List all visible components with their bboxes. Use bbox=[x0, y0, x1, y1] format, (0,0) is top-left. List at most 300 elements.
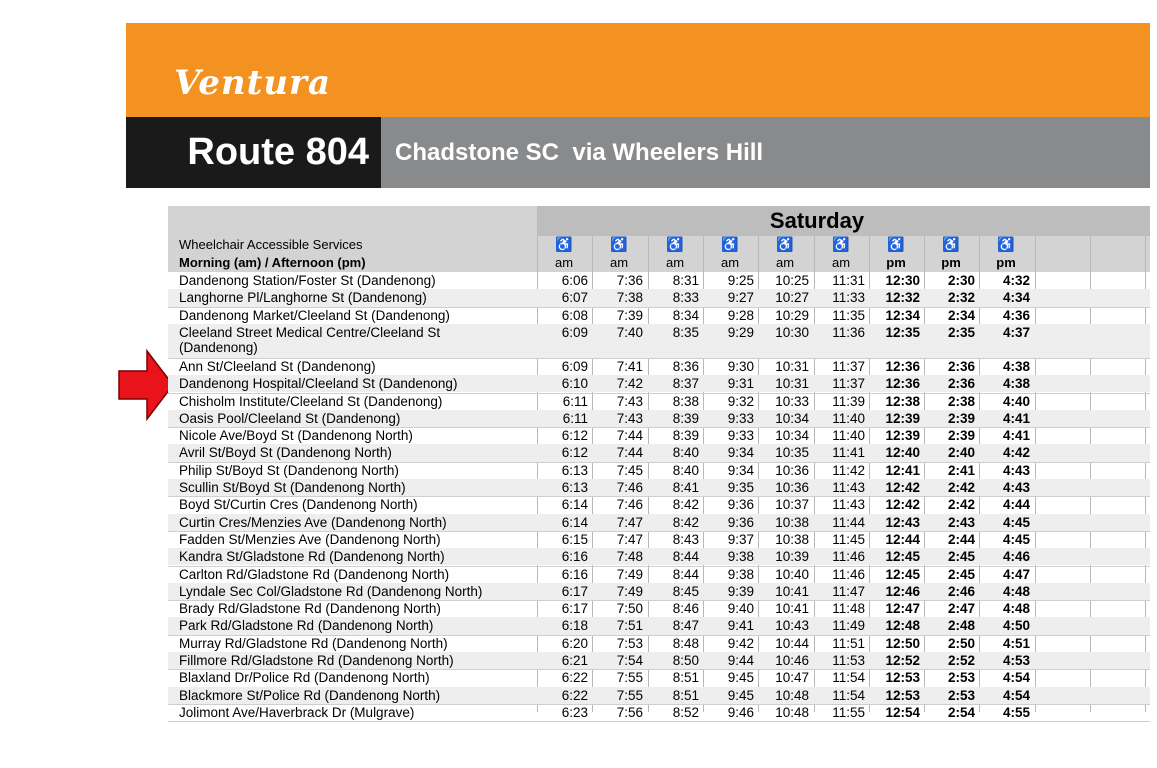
departure-time: 4:48 bbox=[1002, 583, 1030, 599]
route-destination: Chadstone SC via Wheelers Hill bbox=[381, 117, 1150, 188]
period-label: am bbox=[665, 255, 685, 270]
table-row bbox=[168, 635, 1150, 652]
departure-time: 8:50 bbox=[672, 653, 699, 668]
departure-time: 10:38 bbox=[775, 531, 809, 547]
departure-time: 4:44 bbox=[1002, 497, 1030, 513]
departure-time: 12:36 bbox=[885, 358, 920, 374]
table-row bbox=[168, 704, 1150, 721]
departure-time: 10:34 bbox=[775, 428, 809, 444]
departure-time: 10:44 bbox=[775, 635, 809, 651]
departure-time: 10:36 bbox=[775, 462, 809, 478]
departure-time: 12:32 bbox=[885, 290, 920, 306]
period-label: pm bbox=[886, 255, 906, 270]
departure-time: 7:46 bbox=[616, 497, 643, 513]
departure-time: 10:43 bbox=[775, 618, 809, 634]
stop-name: Philip St/Boyd St (Dandenong North) bbox=[179, 462, 399, 478]
departure-time: 7:47 bbox=[616, 514, 643, 530]
departure-time: 2:36 bbox=[947, 376, 975, 392]
departure-time: 9:27 bbox=[727, 290, 754, 306]
departure-time: 11:54 bbox=[832, 687, 865, 703]
departure-time: 10:31 bbox=[775, 376, 809, 392]
stop-name: Park Rd/Gladstone Rd (Dandenong North) bbox=[179, 618, 434, 634]
table-row bbox=[168, 462, 1150, 479]
departure-time: 10:34 bbox=[775, 410, 809, 426]
departure-time: 8:42 bbox=[672, 497, 699, 513]
departure-time: 6:15 bbox=[561, 531, 588, 547]
departure-time: 2:45 bbox=[947, 566, 975, 582]
departure-time: 7:44 bbox=[616, 428, 643, 444]
table-row bbox=[168, 272, 1150, 289]
departure-time: 7:44 bbox=[616, 445, 643, 461]
departure-time: 6:13 bbox=[561, 480, 588, 495]
departure-time: 12:47 bbox=[885, 601, 920, 617]
table-row bbox=[168, 652, 1150, 669]
table-row bbox=[168, 600, 1150, 617]
departure-time: 2:42 bbox=[947, 497, 975, 513]
departure-time: 6:11 bbox=[562, 410, 588, 426]
table-row bbox=[168, 583, 1150, 600]
departure-time: 2:34 bbox=[947, 307, 975, 323]
departure-time: 11:49 bbox=[832, 618, 865, 634]
period-label: am bbox=[775, 255, 795, 270]
departure-time: 6:13 bbox=[561, 462, 588, 478]
table-row bbox=[168, 669, 1150, 686]
departure-time: 8:31 bbox=[672, 273, 699, 288]
departure-time: 6:17 bbox=[561, 601, 588, 617]
table-row bbox=[168, 375, 1150, 392]
departure-time: 2:30 bbox=[947, 273, 975, 288]
departure-time: 4:50 bbox=[1002, 618, 1030, 634]
departure-time: 6:22 bbox=[561, 670, 588, 686]
departure-time: 9:46 bbox=[727, 704, 754, 720]
departure-time: 4:43 bbox=[1002, 462, 1030, 478]
departure-time: 4:38 bbox=[1002, 376, 1030, 392]
departure-time: 10:35 bbox=[775, 445, 809, 461]
departure-time: 6:11 bbox=[562, 393, 588, 409]
departure-time: 9:45 bbox=[727, 670, 754, 686]
departure-time: 6:16 bbox=[561, 549, 588, 565]
departure-time: 7:55 bbox=[616, 687, 643, 703]
wheelchair-icon: ♿ bbox=[942, 236, 960, 252]
period-label: am bbox=[720, 255, 740, 270]
departure-time: 7:50 bbox=[616, 601, 643, 617]
departure-time: 2:44 bbox=[947, 531, 975, 547]
departure-time: 8:52 bbox=[672, 704, 699, 720]
departure-time: 7:47 bbox=[616, 531, 643, 547]
departure-time: 4:51 bbox=[1002, 635, 1030, 651]
departure-time: 2:41 bbox=[947, 462, 975, 478]
table-row bbox=[168, 531, 1150, 548]
departure-time: 2:36 bbox=[947, 358, 975, 374]
departure-time: 9:44 bbox=[727, 653, 754, 668]
table-row bbox=[168, 514, 1150, 531]
departure-time: 4:32 bbox=[1002, 273, 1030, 288]
departure-time: 6:07 bbox=[561, 290, 588, 306]
stop-name: Langhorne Pl/Langhorne St (Dandenong) bbox=[179, 290, 427, 306]
header-banner bbox=[126, 23, 1150, 117]
departure-time: 11:43 bbox=[832, 497, 865, 513]
departure-time: 7:39 bbox=[616, 307, 643, 323]
wheelchair-icon: ♿ bbox=[832, 236, 850, 252]
departure-time: 2:42 bbox=[947, 480, 975, 495]
departure-time: 6:16 bbox=[561, 566, 588, 582]
departure-time: 4:53 bbox=[1002, 653, 1030, 668]
table-row bbox=[168, 324, 1150, 358]
day-label: Saturday bbox=[769, 208, 865, 233]
stop-name: Kandra St/Gladstone Rd (Dandenong North) bbox=[179, 549, 445, 565]
table-row bbox=[168, 410, 1150, 427]
departure-time: 9:39 bbox=[727, 583, 754, 599]
departure-time: 11:48 bbox=[832, 601, 865, 617]
departure-time: 2:43 bbox=[947, 514, 975, 530]
departure-time: 4:41 bbox=[1002, 410, 1030, 426]
departure-time: 4:54 bbox=[1002, 687, 1030, 703]
period-label: am bbox=[554, 255, 574, 270]
departure-time: 4:38 bbox=[1002, 358, 1030, 374]
departure-time: 4:55 bbox=[1002, 704, 1030, 720]
departure-time: 4:37 bbox=[1002, 324, 1030, 340]
departure-time: 12:36 bbox=[885, 376, 920, 392]
departure-time: 10:39 bbox=[775, 549, 809, 565]
departure-time: 8:51 bbox=[672, 687, 699, 703]
departure-time: 12:50 bbox=[885, 635, 920, 651]
departure-time: 2:52 bbox=[947, 653, 975, 668]
departure-time: 9:45 bbox=[727, 687, 754, 703]
departure-time: 11:39 bbox=[832, 393, 865, 409]
stop-name: Oasis Pool/Cleeland St (Dandenong) bbox=[179, 410, 401, 426]
departure-time: 6:14 bbox=[561, 514, 588, 530]
wheelchair-icon: ♿ bbox=[997, 236, 1015, 252]
stop-name: Dandenong Hospital/Cleeland St (Dandenong) bbox=[179, 376, 458, 392]
table-row bbox=[168, 358, 1150, 375]
departure-time: 9:41 bbox=[727, 618, 754, 634]
departure-time: 8:40 bbox=[672, 445, 699, 461]
route-number: Route 804 bbox=[126, 117, 381, 188]
departure-time: 6:22 bbox=[561, 687, 588, 703]
departure-time: 6:18 bbox=[561, 618, 588, 634]
stop-name: Fadden St/Menzies Ave (Dandenong North) bbox=[179, 531, 441, 547]
departure-time: 8:39 bbox=[672, 410, 699, 426]
departure-time: 7:40 bbox=[616, 324, 643, 340]
departure-time: 10:38 bbox=[775, 514, 809, 530]
departure-time: 9:25 bbox=[727, 273, 754, 288]
stop-name: Blackmore St/Police Rd (Dandenong North) bbox=[179, 687, 441, 703]
departure-time: 8:51 bbox=[672, 670, 699, 686]
departure-time: 4:54 bbox=[1002, 670, 1030, 686]
departure-time: 7:53 bbox=[616, 635, 643, 651]
table-row bbox=[168, 687, 1150, 704]
wheelchair-label: Wheelchair Accessible Services bbox=[179, 237, 363, 252]
departure-time: 10:25 bbox=[775, 273, 809, 288]
departure-time: 9:35 bbox=[727, 480, 754, 495]
departure-time: 11:51 bbox=[832, 635, 865, 651]
departure-time: 7:42 bbox=[616, 376, 643, 392]
departure-time: 6:12 bbox=[561, 445, 588, 461]
departure-time: 9:37 bbox=[727, 531, 754, 547]
ampm-label: Morning (am) / Afternoon (pm) bbox=[179, 255, 366, 270]
departure-time: 7:54 bbox=[616, 653, 643, 668]
departure-time: 4:47 bbox=[1002, 566, 1030, 582]
stop-name: Lyndale Sec Col/Gladstone Rd (Dandenong North) bbox=[179, 583, 483, 599]
departure-time: 4:36 bbox=[1002, 307, 1030, 323]
departure-time: 2:47 bbox=[947, 601, 975, 617]
stop-name: Brady Rd/Gladstone Rd (Dandenong North) bbox=[179, 601, 441, 617]
departure-time: 2:45 bbox=[947, 549, 975, 565]
departure-time: 12:45 bbox=[885, 549, 920, 565]
departure-time: 6:06 bbox=[561, 273, 588, 288]
departure-time: 12:38 bbox=[885, 393, 920, 409]
table-row bbox=[168, 444, 1150, 461]
table-row bbox=[168, 548, 1150, 565]
departure-time: 2:38 bbox=[947, 393, 975, 409]
departure-time: 6:14 bbox=[561, 497, 588, 513]
departure-time: 2:32 bbox=[947, 290, 975, 306]
departure-time: 9:34 bbox=[727, 462, 754, 478]
departure-time: 11:54 bbox=[832, 670, 865, 686]
departure-time: 8:48 bbox=[672, 635, 699, 651]
stop-name: Dandenong Market/Cleeland St (Dandenong) bbox=[179, 307, 450, 323]
departure-time: 12:41 bbox=[885, 462, 920, 478]
departure-time: 9:36 bbox=[727, 497, 754, 513]
table-row bbox=[168, 566, 1150, 583]
departure-time: 10:48 bbox=[775, 704, 809, 720]
departure-time: 12:39 bbox=[885, 428, 920, 444]
departure-time: 11:43 bbox=[832, 480, 865, 495]
table-row bbox=[168, 289, 1150, 306]
departure-time: 9:34 bbox=[727, 445, 754, 461]
wheelchair-icon: ♿ bbox=[887, 236, 905, 252]
wheelchair-icon: ♿ bbox=[721, 236, 739, 252]
departure-time: 8:44 bbox=[672, 566, 699, 582]
departure-time: 12:40 bbox=[885, 445, 920, 461]
departure-time: 12:45 bbox=[885, 566, 920, 582]
stop-name: Avril St/Boyd St (Dandenong North) bbox=[179, 445, 392, 461]
departure-time: 8:47 bbox=[672, 618, 699, 634]
departure-time: 10:37 bbox=[775, 497, 809, 513]
departure-time: 9:33 bbox=[727, 410, 754, 426]
departure-time: 10:30 bbox=[775, 324, 809, 340]
departure-time: 4:45 bbox=[1002, 531, 1030, 547]
stop-name: Nicole Ave/Boyd St (Dandenong North) bbox=[179, 428, 413, 444]
stop-name: Carlton Rd/Gladstone Rd (Dandenong North) bbox=[179, 566, 450, 582]
departure-time: 7:41 bbox=[616, 358, 643, 374]
departure-time: 4:48 bbox=[1002, 601, 1030, 617]
departure-time: 11:46 bbox=[832, 549, 865, 565]
stop-name: Fillmore Rd/Gladstone Rd (Dandenong North) bbox=[179, 653, 454, 668]
wheelchair-icon: ♿ bbox=[666, 236, 684, 252]
departure-time: 7:43 bbox=[616, 393, 643, 409]
stop-name: Curtin Cres/Menzies Ave (Dandenong North) bbox=[179, 514, 447, 530]
departure-time: 7:49 bbox=[616, 566, 643, 582]
departure-time: 10:46 bbox=[775, 653, 809, 668]
departure-time: 10:41 bbox=[775, 601, 809, 617]
departure-time: 4:45 bbox=[1002, 514, 1030, 530]
table-row bbox=[168, 307, 1150, 324]
table-row bbox=[168, 393, 1150, 410]
departure-time: 11:42 bbox=[832, 462, 865, 478]
departure-time: 8:39 bbox=[672, 428, 699, 444]
departure-time: 8:42 bbox=[672, 514, 699, 530]
departure-time: 8:34 bbox=[672, 307, 699, 323]
departure-time: 7:36 bbox=[616, 273, 643, 288]
departure-time: 11:35 bbox=[832, 307, 865, 323]
departure-time: 9:32 bbox=[727, 393, 754, 409]
stop-name: Cleeland Street Medical Centre/Cleeland St (Dandenong) bbox=[179, 324, 441, 355]
departure-time: 9:36 bbox=[727, 514, 754, 530]
departure-time: 4:43 bbox=[1002, 480, 1030, 495]
departure-time: 2:54 bbox=[947, 704, 975, 720]
departure-time: 7:43 bbox=[616, 410, 643, 426]
departure-time: 12:43 bbox=[885, 514, 920, 530]
departure-time: 2:40 bbox=[947, 445, 975, 461]
departure-time: 10:47 bbox=[775, 670, 809, 686]
table-row bbox=[168, 496, 1150, 513]
departure-time: 6:10 bbox=[561, 376, 588, 392]
departure-time: 6:09 bbox=[561, 358, 588, 374]
departure-time: 7:49 bbox=[616, 583, 643, 599]
period-label: am bbox=[831, 255, 851, 270]
departure-time: 2:50 bbox=[947, 635, 975, 651]
departure-time: 10:36 bbox=[775, 480, 809, 495]
departure-time: 2:35 bbox=[947, 324, 975, 340]
departure-time: 12:48 bbox=[885, 618, 920, 634]
departure-time: 9:38 bbox=[727, 566, 754, 582]
stop-name: Chisholm Institute/Cleeland St (Dandenong) bbox=[179, 393, 443, 409]
departure-time: 11:47 bbox=[832, 583, 865, 599]
departure-time: 11:44 bbox=[832, 514, 865, 530]
departure-time: 10:48 bbox=[775, 687, 809, 703]
departure-time: 2:39 bbox=[947, 428, 975, 444]
departure-time: 2:46 bbox=[947, 583, 975, 599]
departure-time: 8:38 bbox=[672, 393, 699, 409]
wheelchair-icon: ♿ bbox=[610, 236, 628, 252]
wheelchair-icon: ♿ bbox=[555, 236, 573, 252]
row-divider bbox=[168, 721, 1150, 722]
timetable bbox=[168, 206, 1150, 720]
departure-time: 2:53 bbox=[947, 670, 975, 686]
departure-time: 7:51 bbox=[616, 618, 643, 634]
departure-time: 10:27 bbox=[775, 290, 809, 306]
departure-time: 4:34 bbox=[1002, 290, 1030, 306]
departure-time: 12:53 bbox=[885, 687, 920, 703]
departure-time: 9:42 bbox=[727, 635, 754, 651]
departure-time: 9:31 bbox=[727, 376, 754, 392]
departure-time: 10:31 bbox=[775, 358, 809, 374]
stop-name: Ann St/Cleeland St (Dandenong) bbox=[179, 358, 376, 374]
departure-time: 7:45 bbox=[616, 462, 643, 478]
departure-time: 9:40 bbox=[727, 601, 754, 617]
departure-time: 6:09 bbox=[561, 324, 588, 340]
departure-time: 7:38 bbox=[616, 290, 643, 306]
stop-name: Blaxland Dr/Police Rd (Dandenong North) bbox=[179, 670, 430, 686]
period-label: pm bbox=[941, 255, 961, 270]
departure-time: 8:45 bbox=[672, 583, 699, 599]
departure-time: 10:40 bbox=[775, 566, 809, 582]
departure-time: 9:33 bbox=[727, 428, 754, 444]
departure-time: 12:42 bbox=[885, 480, 920, 495]
departure-time: 11:31 bbox=[832, 273, 865, 288]
departure-time: 6:23 bbox=[561, 704, 588, 720]
departure-time: 11:40 bbox=[832, 410, 865, 426]
departure-time: 12:52 bbox=[885, 653, 920, 668]
departure-time: 8:35 bbox=[672, 324, 699, 340]
departure-time: 6:21 bbox=[561, 653, 588, 668]
departure-time: 4:41 bbox=[1002, 428, 1030, 444]
departure-time: 11:46 bbox=[832, 566, 865, 582]
table-row bbox=[168, 479, 1150, 496]
departure-time: 12:54 bbox=[885, 704, 920, 720]
departure-time: 7:48 bbox=[616, 549, 643, 565]
departure-time: 4:42 bbox=[1002, 445, 1030, 461]
departure-time: 6:08 bbox=[561, 307, 588, 323]
departure-time: 4:40 bbox=[1002, 393, 1030, 409]
departure-time: 7:55 bbox=[616, 670, 643, 686]
red-arrow-icon bbox=[117, 349, 175, 421]
departure-time: 7:46 bbox=[616, 480, 643, 495]
departure-time: 11:37 bbox=[832, 376, 865, 392]
period-label: pm bbox=[996, 255, 1016, 270]
stop-name: Dandenong Station/Foster St (Dandenong) bbox=[179, 273, 436, 288]
departure-time: 8:43 bbox=[672, 531, 699, 547]
departure-time: 8:37 bbox=[672, 376, 699, 392]
departure-time: 10:41 bbox=[775, 583, 809, 599]
table-row bbox=[168, 427, 1150, 444]
departure-time: 12:30 bbox=[885, 273, 920, 288]
departure-time: 8:40 bbox=[672, 462, 699, 478]
departure-time: 11:37 bbox=[832, 358, 865, 374]
departure-time: 9:38 bbox=[727, 549, 754, 565]
departure-time: 9:29 bbox=[727, 324, 754, 340]
departure-time: 7:56 bbox=[616, 704, 643, 720]
departure-time: 12:42 bbox=[885, 497, 920, 513]
ventura-logo: Ventura bbox=[174, 63, 331, 103]
stop-name: Murray Rd/Gladstone Rd (Dandenong North) bbox=[179, 635, 448, 651]
departure-time: 10:33 bbox=[775, 393, 809, 409]
departure-time: 8:46 bbox=[672, 601, 699, 617]
departure-time: 11:41 bbox=[832, 445, 865, 461]
departure-time: 2:48 bbox=[947, 618, 975, 634]
departure-time: 9:30 bbox=[727, 358, 754, 374]
departure-time: 2:39 bbox=[947, 410, 975, 426]
departure-time: 12:53 bbox=[885, 670, 920, 686]
departure-time: 11:55 bbox=[832, 704, 865, 720]
departure-time: 10:29 bbox=[775, 307, 809, 323]
wheelchair-icon: ♿ bbox=[776, 236, 794, 252]
stop-name: Scullin St/Boyd St (Dandenong North) bbox=[179, 480, 406, 495]
departure-time: 11:40 bbox=[832, 428, 865, 444]
period-label: am bbox=[609, 255, 629, 270]
stop-name: Boyd St/Curtin Cres (Dandenong North) bbox=[179, 497, 418, 513]
departure-time: 12:44 bbox=[885, 531, 920, 547]
departure-time: 11:53 bbox=[832, 653, 865, 668]
departure-time: 6:20 bbox=[561, 635, 588, 651]
departure-time: 2:53 bbox=[947, 687, 975, 703]
departure-time: 11:36 bbox=[832, 324, 865, 340]
departure-time: 12:34 bbox=[885, 307, 920, 323]
departure-time: 12:35 bbox=[885, 324, 920, 340]
departure-time: 6:17 bbox=[561, 583, 588, 599]
departure-time: 9:28 bbox=[727, 307, 754, 323]
departure-time: 8:33 bbox=[672, 290, 699, 306]
table-row bbox=[168, 617, 1150, 634]
departure-time: 12:39 bbox=[885, 410, 920, 426]
departure-time: 8:36 bbox=[672, 358, 699, 374]
departure-time: 6:12 bbox=[561, 428, 588, 444]
departure-time: 11:33 bbox=[832, 290, 865, 306]
stop-name: Jolimont Ave/Haverbrack Dr (Mulgrave) bbox=[179, 704, 415, 720]
departure-time: 11:45 bbox=[832, 531, 865, 547]
departure-time: 8:41 bbox=[672, 480, 699, 495]
